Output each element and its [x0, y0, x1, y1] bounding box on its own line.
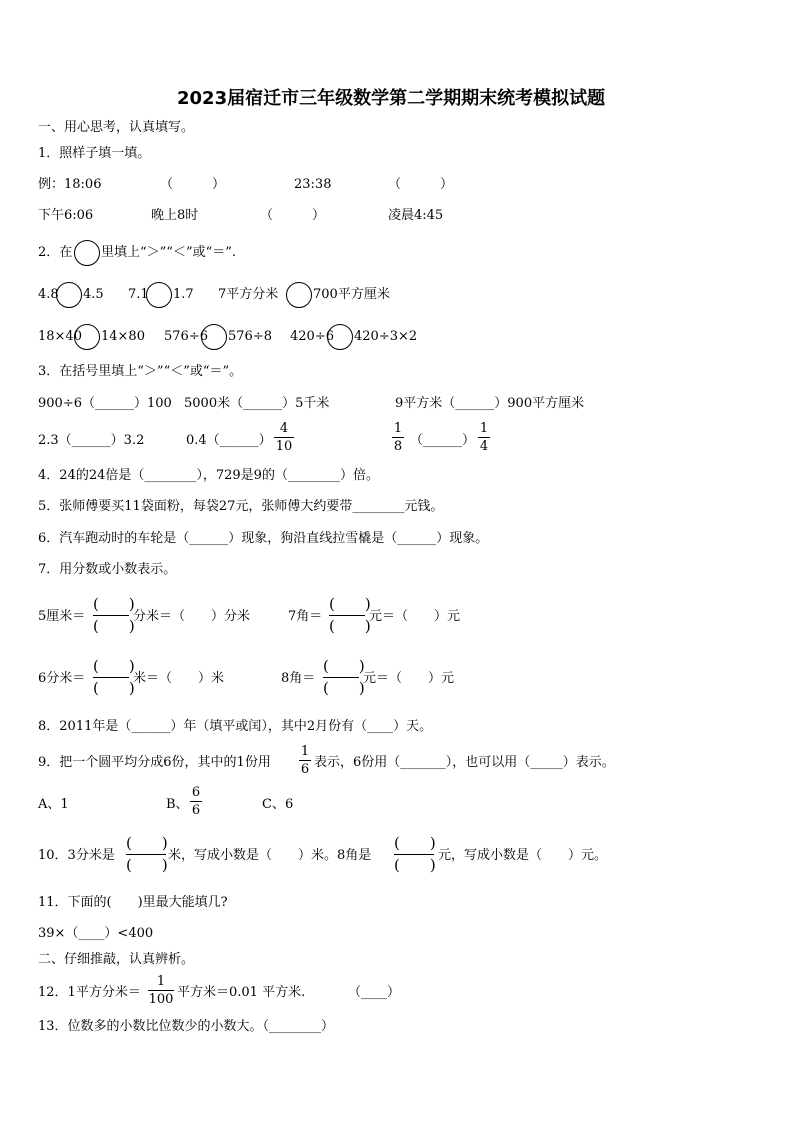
q6: 6．汽车跑动时的车轮是（______）现象，狗沿直线拉雪橇是（______）现象。: [38, 531, 489, 546]
numerator: 1: [156, 974, 166, 989]
numerator: 6: [191, 785, 201, 800]
q3-fraction-1-8: [392, 421, 404, 454]
q9-option-b-fraction: [190, 785, 202, 818]
paren-top: ( ): [323, 657, 365, 675]
q7-a-right: 分米＝（ ）分米: [133, 609, 251, 624]
q11-expression: 39×（____）<400: [38, 926, 154, 941]
q2-circle-6[interactable]: [327, 324, 353, 350]
q3-r2-b: 0.4（______）: [186, 433, 272, 448]
q1-blank-a[interactable]: （ ）: [160, 177, 226, 192]
numerator: 1: [300, 744, 310, 759]
q12-blank[interactable]: （____）: [348, 985, 401, 1000]
q7-d-left: 8角＝: [281, 671, 316, 686]
q2-circle-3[interactable]: [286, 282, 312, 308]
q1-time-b: 23:38: [294, 177, 332, 192]
denominator: 6: [300, 762, 310, 777]
q3-r1-b: 5000米（______）5千米: [184, 396, 330, 411]
numerator: 1: [393, 421, 403, 436]
q9-option-c[interactable]: C、6: [262, 797, 294, 812]
paren-top: ( ): [93, 657, 135, 675]
paren-top: ( ): [93, 595, 135, 613]
q10-fraction-a: [126, 834, 166, 876]
q2-r2-left-c: 420÷6: [290, 329, 334, 344]
section-2-heading: 二、仔细推敲，认真辨析。: [38, 952, 195, 967]
paren-top: ( ): [394, 834, 436, 852]
q3-r2-a: 2.3（______）3.2: [38, 433, 145, 448]
q7-b-fraction: [329, 595, 371, 637]
q3-r2-blank[interactable]: （______）: [410, 433, 476, 448]
q7-d-right: 元＝（ ）元: [363, 671, 455, 686]
q7-b-left: 7角＝: [288, 609, 323, 624]
q13: 13．位数多的小数比位数少的小数大。（________）: [38, 1019, 335, 1034]
section-1-heading: 一、用心思考，认真填写。: [38, 120, 195, 135]
q9-part-a: 9．把一个圆平均分成6份，其中的1份用: [38, 755, 271, 770]
q12-fraction-1-100: [148, 974, 174, 1007]
q1-example-time: 例：18:06: [38, 177, 102, 192]
q1-item-dawn: 凌晨4:45: [388, 208, 444, 223]
q11-stem: 11．下面的( )里最大能填几?: [38, 895, 228, 910]
q10-fraction-b: [394, 834, 434, 876]
denominator: 8: [393, 439, 403, 454]
q12-part-b: 平方米＝0.01 平方米.: [177, 985, 306, 1000]
numerator: 4: [279, 421, 289, 436]
q2-r2-right-c: 420÷3×2: [354, 329, 418, 344]
paren-bottom: ( ): [329, 617, 371, 635]
q7-stem: 7．用分数或小数表示。: [38, 562, 177, 577]
q2-r2-left-a: 18×40: [38, 329, 82, 344]
q7-a-left: 5厘米＝: [38, 609, 86, 624]
q4: 4．24的24倍是（________），729是9的（________）倍。: [38, 468, 379, 483]
q2-prefix: 2．在: [38, 245, 73, 260]
q7-b-right: 元＝（ ）元: [369, 609, 461, 624]
q2-circle-5[interactable]: [201, 324, 227, 350]
q3-r1-a: 900÷6（______）100: [38, 396, 172, 411]
paren-top: ( ): [126, 834, 168, 852]
q3-fraction-4-10: [274, 421, 294, 454]
q7-c-fraction: [93, 657, 135, 699]
q10-part-a: 10．3分米是: [38, 848, 115, 863]
page-title: 2023届宿迁市三年级数学第二学期期末统考模拟试题: [177, 88, 606, 109]
q7-c-right: 米＝（ ）米: [133, 671, 225, 686]
q2-r1-left-b: 7.1: [128, 287, 149, 302]
numerator: 1: [479, 421, 489, 436]
q2-r1-right-a: 4.5: [83, 287, 104, 302]
q2-circle-sample: [74, 240, 100, 266]
q1-blank-b[interactable]: （ ）: [388, 177, 454, 192]
q7-c-left: 6分米＝: [38, 671, 86, 686]
q9-part-b: 表示，6份用（_______），也可以用（_____）表示。: [314, 755, 615, 770]
q7-a-fraction: [93, 595, 135, 637]
q1-stem: 1．照样子填一填。: [38, 146, 151, 161]
paren-top: ( ): [329, 595, 371, 613]
q10-part-c: 元，写成小数是（ ）元。: [438, 848, 608, 863]
q3-r1-c: 9平方米（______）900平方厘米: [395, 396, 585, 411]
denominator: 6: [191, 803, 201, 818]
paren-bottom: ( ): [394, 856, 436, 874]
denominator: 100: [148, 992, 174, 1007]
q2-r2-left-b: 576÷6: [164, 329, 208, 344]
q8: 8．2011年是（______）年（填平或闰），其中2月份有（____）天。: [38, 719, 433, 734]
paren-bottom: ( ): [93, 679, 135, 697]
q2-circle-1[interactable]: [56, 282, 82, 308]
q9-option-b[interactable]: B、: [166, 797, 189, 812]
q2-circle-4[interactable]: [74, 324, 100, 350]
q2-r1-right-b: 1.7: [173, 287, 194, 302]
q2-suffix: 里填上“＞”“＜”或“＝”.: [101, 245, 237, 260]
q12-part-a: 12．1平方分米＝: [38, 985, 141, 1000]
q2-r1-left-c: 7平方分米: [218, 287, 279, 302]
q7-d-fraction: [323, 657, 365, 699]
q3-stem: 3．在括号里填上“＞”“＜”或“＝”。: [38, 364, 243, 379]
denominator: 10: [275, 439, 293, 454]
paren-bottom: ( ): [126, 856, 168, 874]
q2-r2-right-b: 576÷8: [228, 329, 272, 344]
q10-part-b: 米，写成小数是（ ）米。8角是: [168, 848, 372, 863]
q3-fraction-1-4: [478, 421, 490, 454]
q9-fraction-1-6: [299, 744, 311, 777]
q9-option-a[interactable]: A、1: [38, 797, 69, 812]
q1-item-evening: 晚上8时: [151, 208, 199, 223]
q1-example-answer: 下午6:06: [38, 208, 94, 223]
q2-r2-right-a: 14×80: [101, 329, 145, 344]
paren-bottom: ( ): [93, 617, 135, 635]
q2-r1-right-c: 700平方厘米: [313, 287, 390, 302]
q2-r1-left-a: 4.8: [38, 287, 59, 302]
denominator: 4: [479, 439, 489, 454]
q1-blank-c[interactable]: （ ）: [260, 208, 326, 223]
q2-circle-2[interactable]: [146, 282, 172, 308]
q5: 5．张师傅要买11袋面粉，每袋27元，张师傅大约要带________元钱。: [38, 499, 444, 514]
paren-bottom: ( ): [323, 679, 365, 697]
